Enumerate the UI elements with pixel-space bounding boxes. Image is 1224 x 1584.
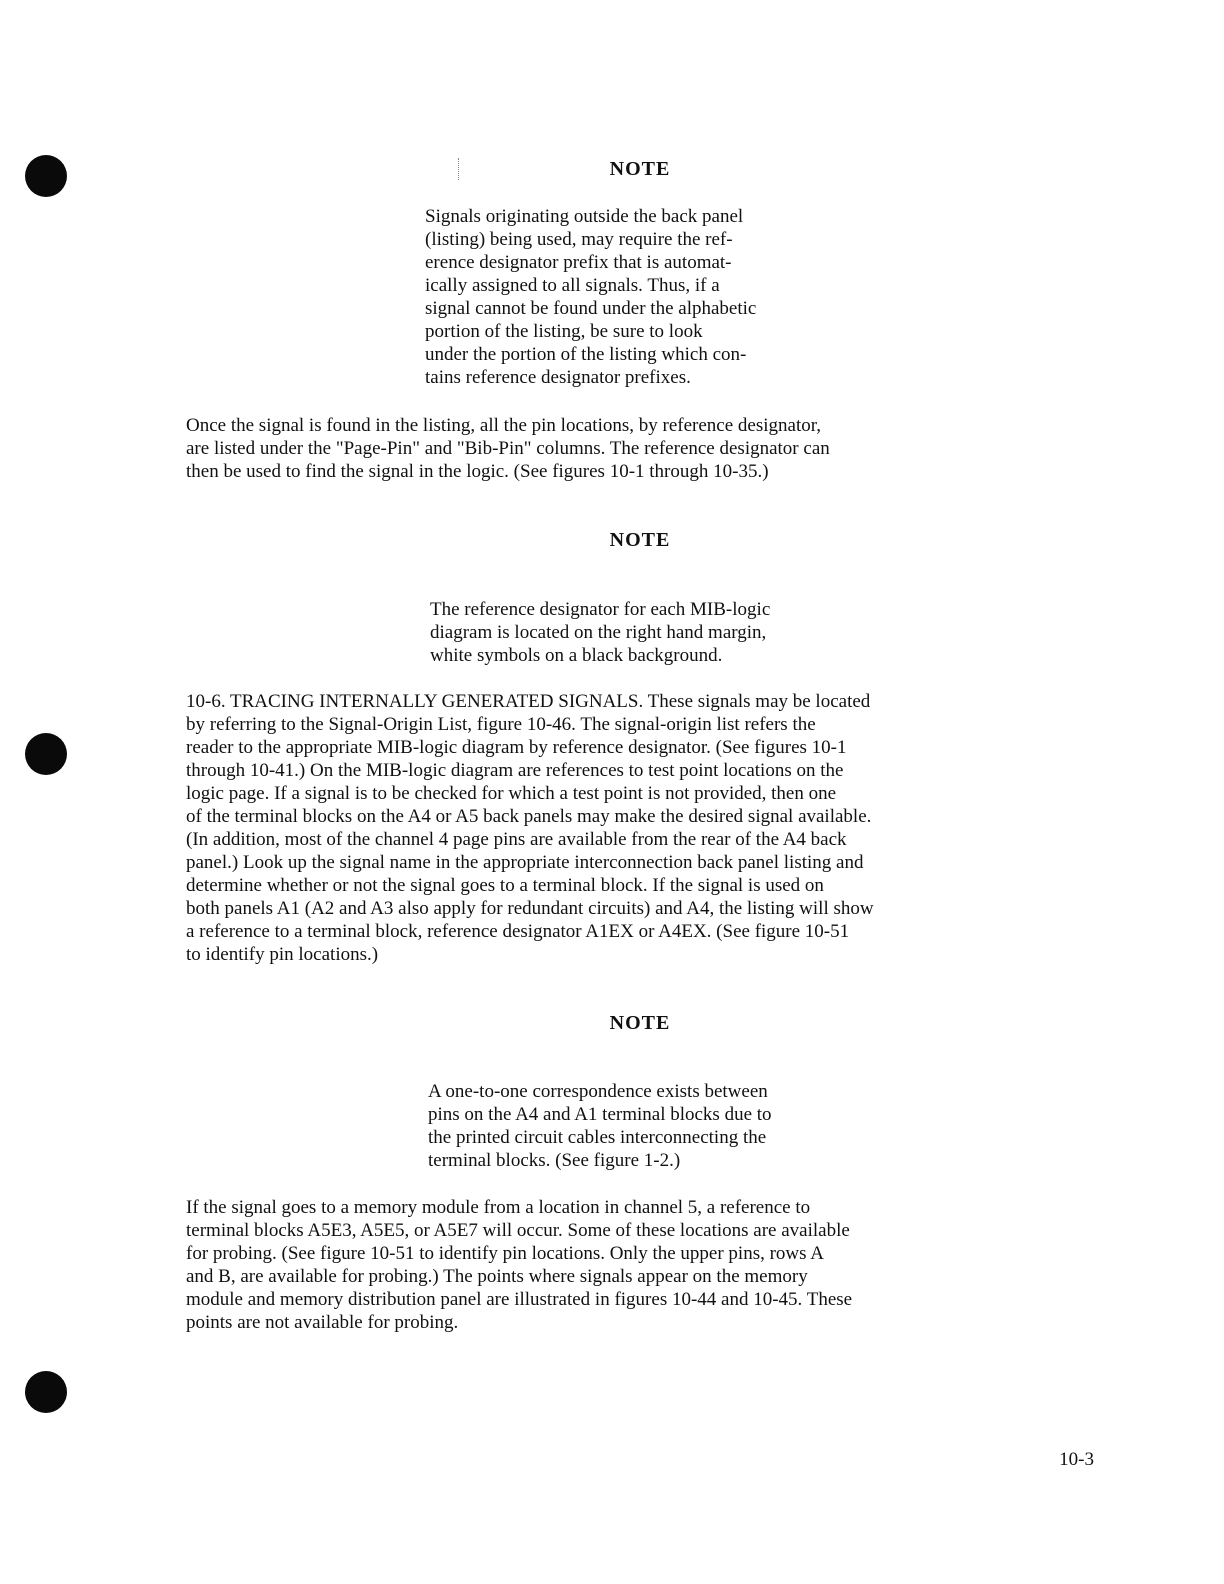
paragraph-line: to identify pin locations.) (186, 944, 379, 965)
punch-hole-middle (25, 733, 67, 775)
paragraph-line: Once the signal is found in the listing, all the pin locations, by reference designator, (186, 415, 822, 436)
note-line: pins on the A4 and A1 terminal blocks due to (428, 1104, 772, 1125)
note-line: portion of the listing, be sure to look (425, 321, 703, 342)
note-heading-3: NOTE (609, 1012, 671, 1034)
note-line: A one-to-one correspondence exists between (428, 1081, 768, 1102)
paragraph-line: then be used to find the signal in the logic. (See figures 10-1 through 10-35.) (186, 461, 769, 482)
paragraph-line: both panels A1 (A2 and A3 also apply for redundant circuits) and A4, the listing will show (186, 898, 874, 919)
paragraph-line: logic page. If a signal is to be checked for which a test point is not provided, then one (186, 783, 837, 804)
page-number: 10-3 (1059, 1449, 1094, 1470)
note-line: terminal blocks. (See figure 1-2.) (428, 1150, 681, 1171)
note-line: white symbols on a black background. (430, 645, 723, 666)
paragraph-line: module and memory distribution panel are illustrated in figures 10-44 and 10-45. These (186, 1289, 853, 1310)
note-line: signal cannot be found under the alphabetic (425, 298, 757, 319)
note-line: (listing) being used, may require the ref- (425, 229, 733, 250)
paragraph-line: and B, are available for probing.) The points where signals appear on the memory (186, 1266, 808, 1287)
paragraph-memory-module (186, 1196, 852, 1334)
paragraph-line: through 10-41.) On the MIB-logic diagram are references to test point locations on the (186, 760, 844, 781)
paragraph-line: by referring to the Signal-Origin List, figure 10-46. The signal-origin list refers the (186, 714, 816, 735)
note-body-1 (425, 205, 756, 389)
paragraph-tracing-signals (186, 690, 874, 966)
note-line: diagram is located on the right hand margin, (430, 622, 767, 643)
note-line: Signals originating outside the back panel (425, 206, 744, 227)
note-body-2 (430, 598, 770, 667)
punch-hole-bottom (25, 1371, 67, 1413)
paragraph-line: 10-6. TRACING INTERNALLY GENERATED SIGNALS. These signals may be located (186, 691, 871, 712)
paragraph-line: of the terminal blocks on the A4 or A5 back panels may make the desired signal available. (186, 806, 872, 827)
paragraph-line: determine whether or not the signal goes to a terminal block. If the signal is used on (186, 875, 824, 896)
paragraph-line: terminal blocks A5E3, A5E5, or A5E7 will occur. Some of these locations are available (186, 1220, 850, 1241)
note-line: under the portion of the listing which con- (425, 344, 747, 365)
paragraph-line: a reference to a terminal block, reference designator A1EX or A4EX. (See figure 10-51 (186, 921, 850, 942)
note-line: The reference designator for each MIB-logic (430, 599, 771, 620)
note-body-3 (428, 1080, 772, 1172)
note-line: ically assigned to all signals. Thus, if a (425, 275, 720, 296)
paragraph-line: points are not available for probing. (186, 1312, 459, 1333)
paragraph-signal-found (186, 414, 830, 483)
note-line: tains reference designator prefixes. (425, 367, 691, 388)
paragraph-line: panel.) Look up the signal name in the appropriate interconnection back panel listing and (186, 852, 864, 873)
paragraph-line: (In addition, most of the channel 4 page pins are available from the rear of the A4 back (186, 829, 847, 850)
paragraph-line: are listed under the "Page-Pin" and "Bib-Pin" columns. The reference designator can (186, 438, 830, 459)
paragraph-line: If the signal goes to a memory module from a location in channel 5, a reference to (186, 1197, 811, 1218)
paragraph-line: for probing. (See figure 10-51 to identify pin locations. Only the upper pins, rows A (186, 1243, 824, 1264)
note-line: the printed circuit cables interconnecting the (428, 1127, 767, 1148)
note-line: erence designator prefix that is automat- (425, 252, 732, 273)
paragraph-line: reader to the appropriate MIB-logic diagram by reference designator. (See figures 10-1 (186, 737, 847, 758)
note-heading-2: NOTE (609, 529, 671, 551)
note-heading-1: NOTE (609, 158, 671, 180)
